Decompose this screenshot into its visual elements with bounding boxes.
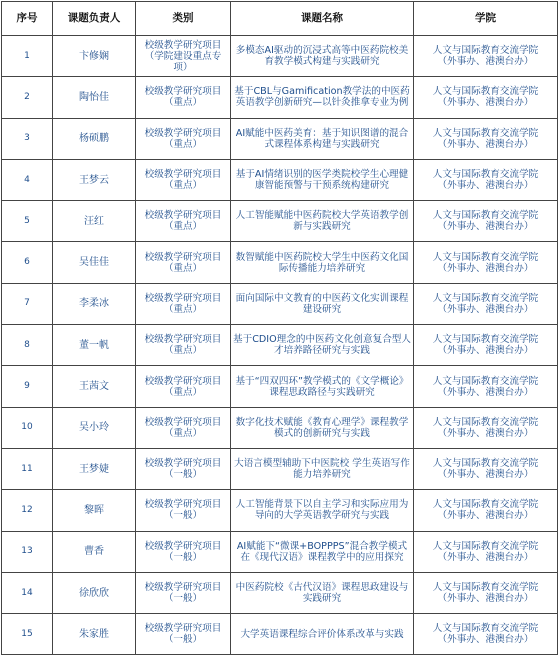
- cell-college: 人文与国际教育交流学院 （外事办、港澳台办）: [414, 36, 558, 77]
- header-leader: 课题负责人: [53, 2, 136, 36]
- table-body: [2, 36, 558, 655]
- cell-category: 校级教学研究项目 （一般）: [136, 572, 231, 613]
- cell-title: 数字化技术赋能《教育心理学》课程教学模式的创新研究与实践: [231, 407, 414, 448]
- cell-college: 人文与国际教育交流学院 （外事办、港澳台办）: [414, 448, 558, 489]
- cell-college: 人文与国际教育交流学院 （外事办、港澳台办）: [414, 118, 558, 159]
- cell-category: 校级教学研究项目 （重点）: [136, 325, 231, 366]
- table-row: [2, 77, 558, 118]
- table-row: [2, 242, 558, 283]
- header-title: 课题名称: [231, 2, 414, 36]
- cell-college: 人文与国际教育交流学院 （外事办、港澳台办）: [414, 201, 558, 242]
- cell-college: 人文与国际教育交流学院 （外事办、港澳台办）: [414, 325, 558, 366]
- table-row: [2, 159, 558, 200]
- cell-category: 校级教学研究项目 （一般）: [136, 490, 231, 531]
- cell-seq: 9: [2, 366, 53, 407]
- cell-seq: 2: [2, 77, 53, 118]
- cell-category: 校级教学研究项目 （一般）: [136, 531, 231, 572]
- cell-college: 人文与国际教育交流学院 （外事办、港澳台办）: [414, 159, 558, 200]
- cell-college: 人文与国际教育交流学院 （外事办、港澳台办）: [414, 407, 558, 448]
- cell-leader: 吴小玲: [53, 407, 136, 448]
- table-row: [2, 407, 558, 448]
- cell-category: 校级教学研究项目 （重点）: [136, 366, 231, 407]
- cell-title: 基于“四双四环”教学模式的《文学概论》课程思政路径与实践研究: [231, 366, 414, 407]
- cell-college: 人文与国际教育交流学院 （外事办、港澳台办）: [414, 283, 558, 324]
- cell-seq: 4: [2, 159, 53, 200]
- table-row: [2, 572, 558, 613]
- cell-college: 人文与国际教育交流学院 （外事办、港澳台办）: [414, 366, 558, 407]
- cell-leader: 徐欣欣: [53, 572, 136, 613]
- cell-leader: 董一帆: [53, 325, 136, 366]
- cell-leader: 黎晖: [53, 490, 136, 531]
- cell-category: 校级教学研究项目 （重点）: [136, 242, 231, 283]
- cell-title: 基于CBL与Gamification教学法的中医药英语教学创新研究—以针灸推拿专业为例: [231, 77, 414, 118]
- cell-category: 校级教学研究项目 （重点）: [136, 283, 231, 324]
- cell-title: 多模态AI驱动的沉浸式高等中医药院校美育教学模式构建与实践研究: [231, 36, 414, 77]
- header-category: 类别: [136, 2, 231, 36]
- table-row: [2, 366, 558, 407]
- cell-title: 大学英语课程综合评价体系改革与实践: [231, 614, 414, 655]
- cell-seq: 7: [2, 283, 53, 324]
- cell-leader: 王茜文: [53, 366, 136, 407]
- cell-category: 校级教学研究项目 （重点）: [136, 77, 231, 118]
- cell-category: 校级教学研究项目 （重点）: [136, 159, 231, 200]
- cell-college: 人文与国际教育交流学院 （外事办、港澳台办）: [414, 490, 558, 531]
- cell-seq: 12: [2, 490, 53, 531]
- cell-college: 人文与国际教育交流学院 （外事办、港澳台办）: [414, 614, 558, 655]
- table-row: [2, 36, 558, 77]
- header-row: [2, 2, 558, 36]
- cell-leader: 汪红: [53, 201, 136, 242]
- cell-title: 基于CDIO理念的中医药文化创意复合型人才培养路径研究与实践: [231, 325, 414, 366]
- cell-college: 人文与国际教育交流学院 （外事办、港澳台办）: [414, 77, 558, 118]
- table-row: [2, 531, 558, 572]
- cell-category: 校级教学研究项目 （一般）: [136, 614, 231, 655]
- cell-seq: 5: [2, 201, 53, 242]
- cell-seq: 10: [2, 407, 53, 448]
- table-row: [2, 201, 558, 242]
- cell-category: 校级教学研究项目 （重点）: [136, 201, 231, 242]
- cell-leader: 卞修娴: [53, 36, 136, 77]
- cell-seq: 8: [2, 325, 53, 366]
- cell-title: 面向国际中文教育的中医药文化实训课程建设研究: [231, 283, 414, 324]
- header-seq: 序号: [2, 2, 53, 36]
- cell-title: AI赋能下“微课+BOPPPS”混合教学模式在《现代汉语》课程教学中的应用探究: [231, 531, 414, 572]
- cell-leader: 陶怡佳: [53, 77, 136, 118]
- cell-title: 大语言模型辅助下中医院校 学生英语写作能力培养研究: [231, 448, 414, 489]
- cell-category: 校级教学研究项目 （重点）: [136, 118, 231, 159]
- cell-seq: 14: [2, 572, 53, 613]
- cell-leader: 王梦婕: [53, 448, 136, 489]
- cell-category: 校级教学研究项目 （一般）: [136, 448, 231, 489]
- cell-leader: 朱家胜: [53, 614, 136, 655]
- cell-leader: 曹香: [53, 531, 136, 572]
- cell-leader: 王梦云: [53, 159, 136, 200]
- cell-seq: 6: [2, 242, 53, 283]
- cell-college: 人文与国际教育交流学院 （外事办、港澳台办）: [414, 531, 558, 572]
- table-row: [2, 325, 558, 366]
- cell-leader: 杨硕鹏: [53, 118, 136, 159]
- cell-seq: 1: [2, 36, 53, 77]
- cell-college: 人文与国际教育交流学院 （外事办、港澳台办）: [414, 572, 558, 613]
- cell-title: 基于AI情绪识别的医学类院校学生心理健康智能预警与干预系统构建研究: [231, 159, 414, 200]
- cell-seq: 11: [2, 448, 53, 489]
- cell-leader: 李柔冰: [53, 283, 136, 324]
- cell-title: 人工智能背景下以自主学习和实际应用为导向的大学英语教学研究与实践: [231, 490, 414, 531]
- cell-seq: 13: [2, 531, 53, 572]
- cell-seq: 15: [2, 614, 53, 655]
- cell-category: 校级教学研究项目 （学院建设重点专项）: [136, 36, 231, 77]
- cell-title: AI赋能中医药美育：基于知识图谱的混合式课程体系构建与实践研究: [231, 118, 414, 159]
- cell-title: 数智赋能中医药院校大学生中医药文化国际传播能力培养研究: [231, 242, 414, 283]
- cell-college: 人文与国际教育交流学院 （外事办、港澳台办）: [414, 242, 558, 283]
- cell-title: 中医药院校《古代汉语》课程思政建设与实践研究: [231, 572, 414, 613]
- header-college: 学院: [414, 2, 558, 36]
- cell-title: 人工智能赋能中医药院校大学英语教学创新与实践研究: [231, 201, 414, 242]
- table-row: [2, 118, 558, 159]
- cell-category: 校级教学研究项目 （重点）: [136, 407, 231, 448]
- cell-seq: 3: [2, 118, 53, 159]
- table-row: [2, 448, 558, 489]
- project-table: [1, 1, 558, 655]
- table-row: [2, 614, 558, 655]
- table-row: [2, 490, 558, 531]
- table-row: [2, 283, 558, 324]
- cell-leader: 吴佳佳: [53, 242, 136, 283]
